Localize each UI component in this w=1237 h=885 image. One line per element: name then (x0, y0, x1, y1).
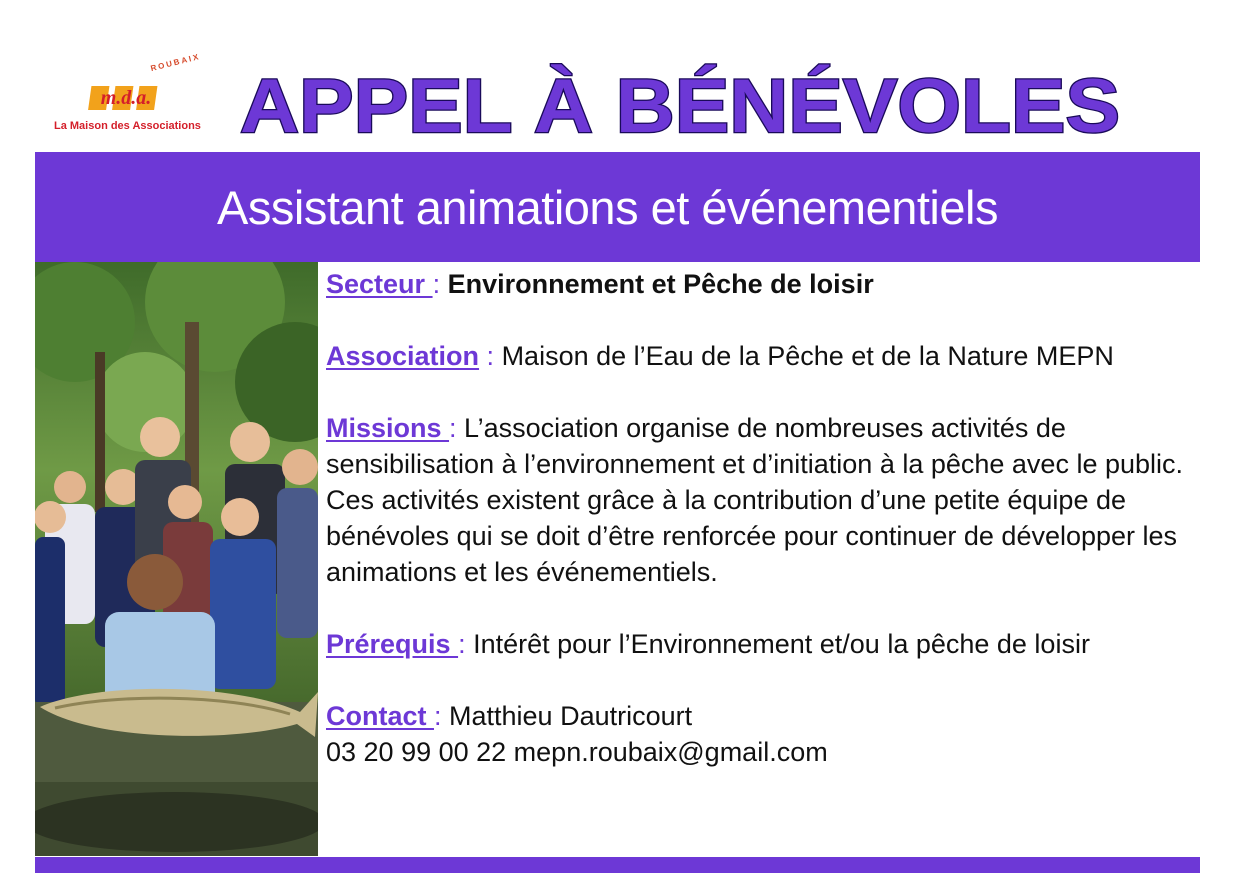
logo-name: La Maison des Associations (54, 120, 201, 132)
association-separator: : (479, 341, 502, 371)
headline-text: APPEL À BÉNÉVOLES (240, 64, 1120, 148)
prerequis-label: Prérequis (326, 629, 459, 659)
secteur-label: Secteur (326, 269, 433, 299)
contact-separator: : (434, 701, 450, 731)
missions-value: L’association organise de nombreuses activités de sensibilisation à l’environnement et d’initiation à la pêche avec le public. Ces activités existent grâce à la contribution d’une petite équipe de bénévoles qui se doit d’être renforcée pour continuer de développer les animations et les événementiels. (326, 413, 1184, 587)
bottom-bar (35, 857, 1200, 873)
prerequis-value: Intérêt pour l’Environnement et/ou la pêche de loisir (473, 629, 1090, 659)
logo-mark-text: m.d.a. (100, 87, 152, 109)
contact-label: Contact (326, 701, 434, 731)
logo-city: ROUBAIX (149, 51, 202, 74)
missions-label: Missions (326, 413, 450, 443)
page-title (230, 58, 1190, 148)
logo-mark-icon (86, 82, 168, 114)
secteur-value: Environnement et Pêche de loisir (447, 269, 874, 299)
prerequis-separator: : (458, 629, 474, 659)
group-photo (35, 262, 318, 856)
announcement-body (326, 266, 1196, 770)
section-missions (326, 410, 1196, 590)
association-value: Maison de l’Eau de la Pêche et de la Nature MEPN (501, 341, 1114, 371)
section-prerequis (326, 626, 1196, 662)
section-association (326, 338, 1196, 374)
section-contact (326, 698, 1196, 770)
contact-details: 03 20 99 00 22 mepn.roubaix@gmail.com (326, 737, 828, 767)
secteur-separator: : (432, 269, 448, 299)
contact-name: Matthieu Dautricourt (449, 701, 693, 731)
mda-logo (48, 52, 208, 142)
association-label: Association (326, 341, 480, 371)
subtitle-banner (35, 152, 1200, 262)
subtitle: Assistant animations et événementiels (217, 180, 998, 234)
missions-separator: : (449, 413, 465, 443)
section-secteur (326, 266, 1196, 302)
